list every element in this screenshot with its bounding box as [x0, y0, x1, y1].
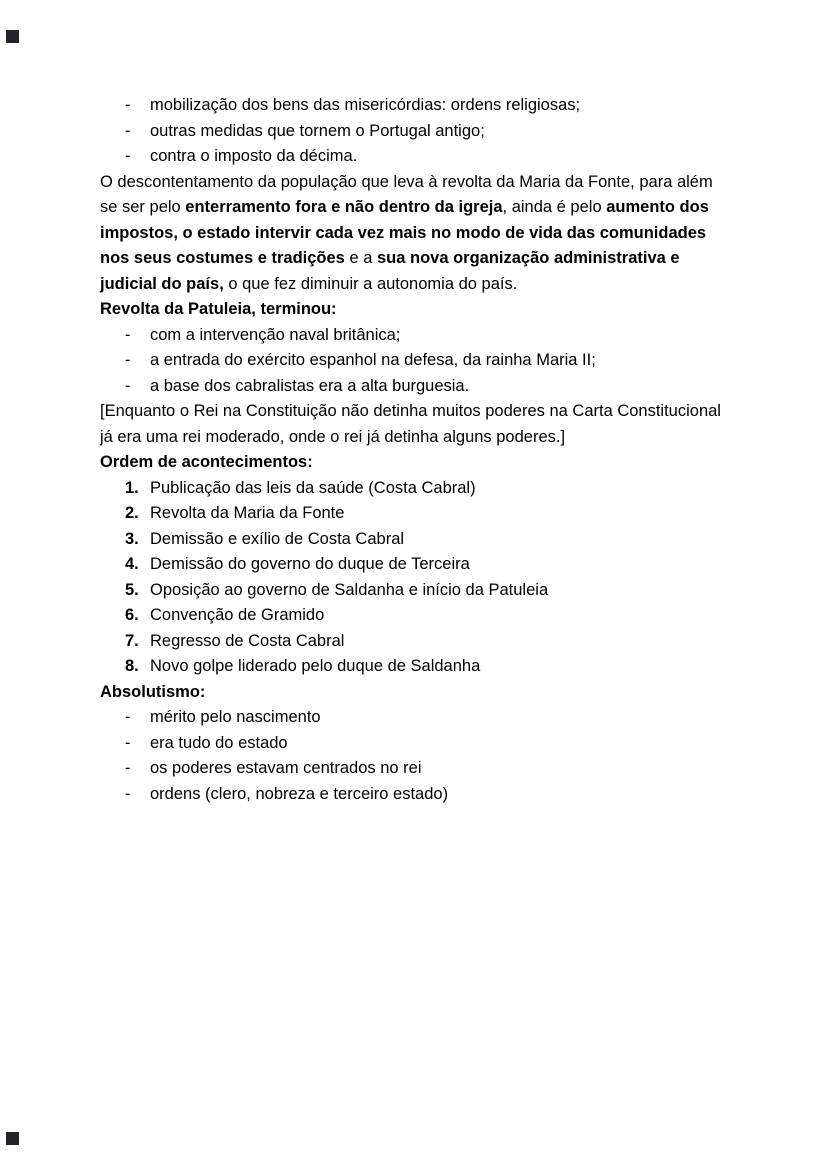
list-item: [125, 782, 728, 808]
ordem-numbered-list: [100, 476, 728, 680]
dash-marker: -: [125, 325, 131, 344]
list-item: [125, 578, 728, 604]
list-item-text: contra o imposto da décima.: [150, 147, 358, 165]
list-item: [125, 501, 728, 527]
list-item: [125, 119, 728, 145]
list-item: [125, 705, 728, 731]
dash-marker: -: [125, 759, 131, 777]
paragraph-segment: o que fez diminuir a autonomia do país.: [223, 274, 518, 293]
list-item: [125, 348, 728, 374]
heading-absolutismo: Absolutismo:: [100, 682, 206, 701]
dash-marker: -: [125, 708, 131, 726]
list-item: [125, 756, 728, 782]
dash-marker: -: [125, 121, 131, 140]
dash-marker: -: [125, 784, 131, 803]
list-item: [125, 654, 728, 680]
list-item-text: Demissão e exílio de Costa Cabral: [150, 529, 405, 548]
list-item-text: outras medidas que tornem o Portugal antigo;: [150, 121, 485, 140]
list-item-text: Regresso de Costa Cabral: [150, 631, 345, 650]
paragraph-segment-bold: sua nova organização administrativa e judicial do país,: [100, 249, 680, 293]
heading-ordem-acontecimentos: Ordem de acontecimentos:: [100, 453, 313, 471]
list-item-text: Publicação das leis da saúde (Costa Cabral): [150, 478, 476, 497]
list-item-text: Convenção de Gramido: [150, 606, 325, 624]
list-item: [125, 476, 728, 502]
list-item-text: era tudo do estado: [150, 733, 288, 752]
dash-marker: -: [125, 733, 131, 752]
paragraph-segment: e a: [344, 249, 377, 267]
list-item: [125, 603, 728, 629]
paragraph-segment-bold: enterramento fora e não dentro da igreja: [185, 198, 503, 216]
list-item: [125, 527, 728, 553]
list-item-text: com a intervenção naval britânica;: [150, 325, 401, 344]
absolutismo-bullet-list: [100, 705, 728, 807]
number-marker: 4.: [125, 555, 139, 573]
list-item: [125, 629, 728, 655]
list-item: [125, 144, 728, 170]
list-item: [125, 93, 728, 119]
paragraph-segment: , ainda é pelo: [502, 198, 607, 216]
paragraph-segment: O descontentamento da população que leva à revolta da Maria da Fonte, para além se ser pelo: [100, 172, 713, 216]
list-item-text: mobilização dos bens das misericórdias: ordens religiosas;: [150, 96, 581, 114]
number-marker: 1.: [125, 478, 139, 497]
list-item: [125, 552, 728, 578]
paragraph-bracket-note: [Enquanto o Rei na Constituição não detinha muitos poderes na Carta Constitucional já era uma rei moderado, onde o rei já detinha alguns poderes.]: [100, 402, 721, 446]
list-item-text: os poderes estavam centrados no rei: [150, 759, 422, 777]
number-marker: 5.: [125, 580, 139, 599]
page-corner-mark-top: [6, 30, 19, 43]
number-marker: 3.: [125, 529, 139, 548]
number-marker: 6.: [125, 606, 139, 624]
number-marker: 2.: [125, 504, 139, 522]
document-body: [100, 93, 728, 807]
list-item: [125, 731, 728, 757]
list-item-text: a entrada do exército espanhol na defesa, da rainha Maria II;: [150, 351, 596, 369]
dash-marker: -: [125, 96, 131, 114]
list-item-text: a base dos cabralistas era a alta burguesia.: [150, 376, 470, 395]
dash-marker: -: [125, 376, 131, 395]
list-item: [125, 323, 728, 349]
list-item-text: Novo golpe liderado pelo duque de Saldanha: [150, 657, 481, 675]
number-marker: 7.: [125, 631, 139, 650]
patuleia-bullet-list: [100, 323, 728, 400]
dash-marker: -: [125, 351, 131, 369]
list-item-text: mérito pelo nascimento: [150, 708, 321, 726]
number-marker: 8.: [125, 657, 139, 675]
intro-bullet-list: [100, 93, 728, 170]
list-item-text: Oposição ao governo de Saldanha e início da Patuleia: [150, 580, 549, 599]
page-corner-mark-bottom: [6, 1132, 19, 1145]
heading-revolta-patuleia: Revolta da Patuleia, terminou:: [100, 300, 337, 318]
list-item-text: Demissão do governo do duque de Terceira: [150, 555, 470, 573]
list-item-text: ordens (clero, nobreza e terceiro estado): [150, 784, 449, 803]
paragraph-maria-da-fonte: [100, 170, 728, 298]
paragraph-segment-bold: aumento dos impostos, o estado intervir cada vez mais no modo de vida das comunidades nos seus costumes e tradições: [100, 198, 709, 267]
list-item-text: Revolta da Maria da Fonte: [150, 504, 345, 522]
list-item: [125, 374, 728, 400]
dash-marker: -: [125, 147, 131, 165]
